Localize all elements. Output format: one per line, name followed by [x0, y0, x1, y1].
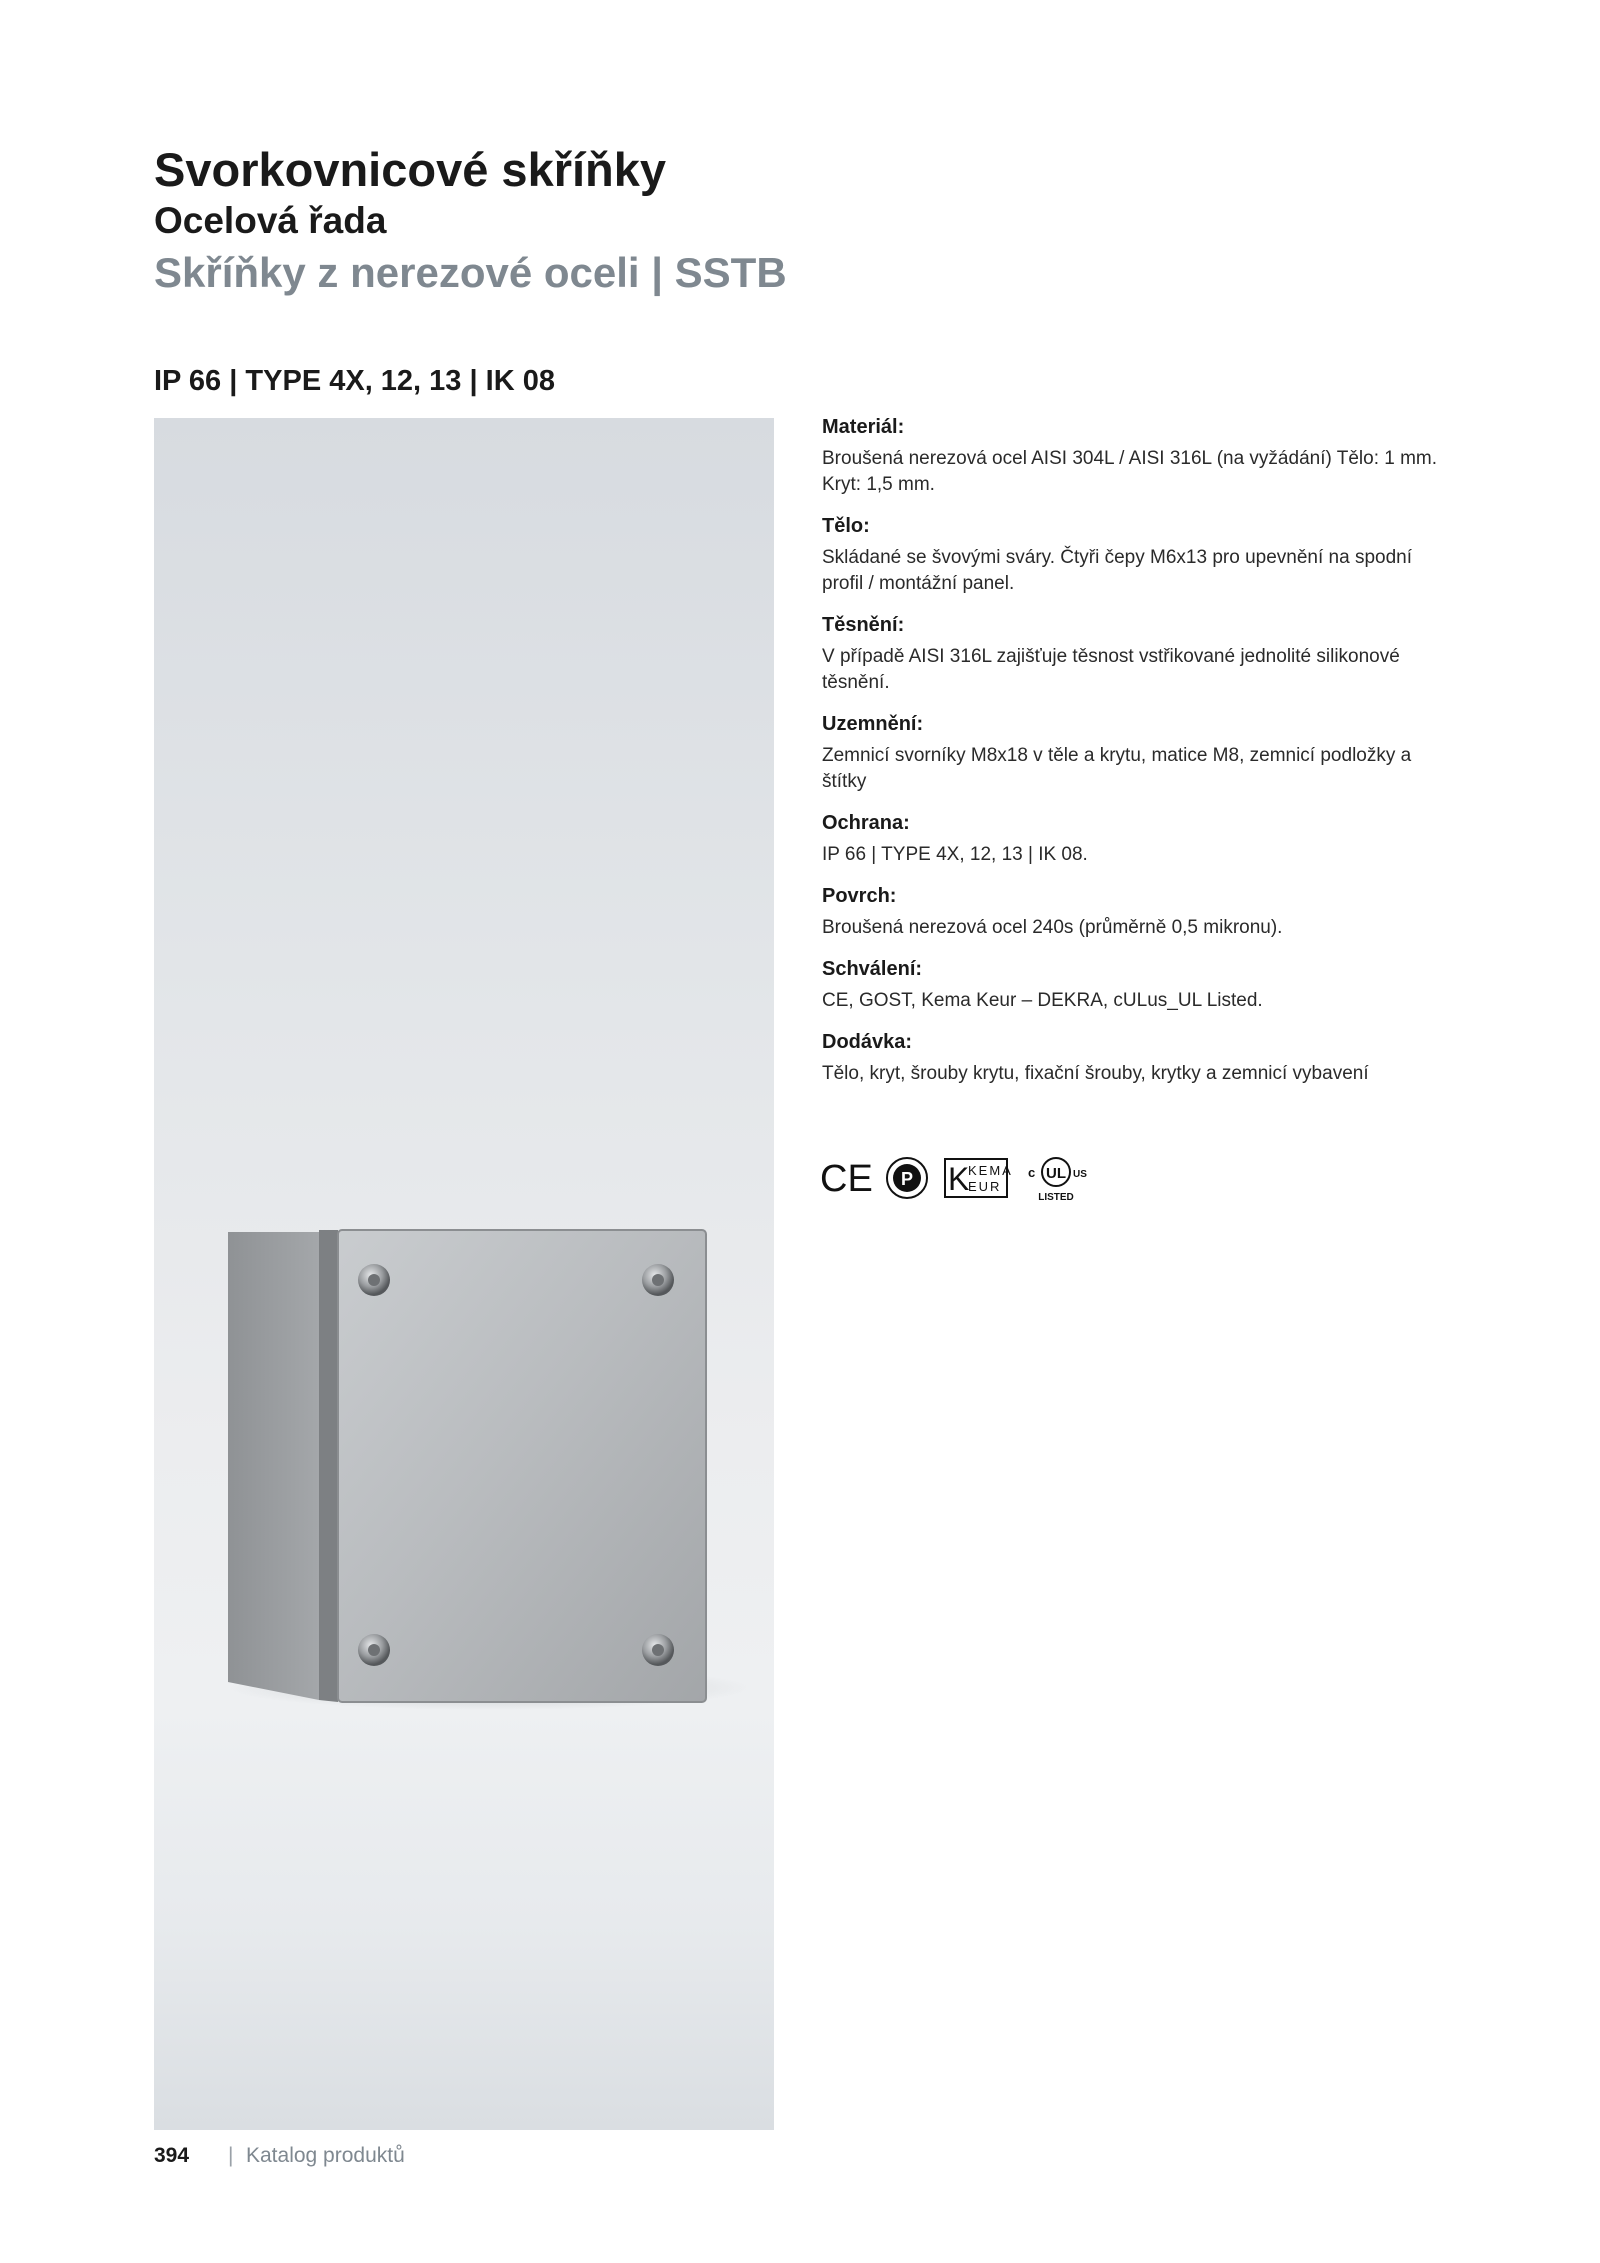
spec-surface	[822, 883, 1442, 941]
spec-label: Uzemnění:	[822, 713, 924, 735]
page-footer	[154, 2144, 405, 2168]
spec-text: IP 66 | TYPE 4X, 12, 13 | IK 08.	[822, 844, 1088, 865]
spec-text: Skládané se švovými sváry. Čtyři čepy M6x13 pro upevnění na spodní profil / montážní panel.	[822, 547, 1412, 594]
footer-separator: |	[228, 2144, 234, 2167]
spec-label: Ochrana:	[822, 812, 910, 834]
spec-text: V případě AISI 316L zajišťuje těsnost vstřikované jednolité silikonové těsnění.	[822, 646, 1400, 693]
footer-catalog-label: Katalog produktů	[246, 2144, 405, 2167]
gost-mark-icon	[884, 1154, 930, 1202]
spec-body	[822, 513, 1442, 597]
svg-text:UL: UL	[1046, 1165, 1066, 1182]
spec-text: CE, GOST, Kema Keur – DEKRA, cULus_UL Listed.	[822, 990, 1263, 1011]
series-title: Skříňky z nerezové oceli | SSTB	[154, 249, 787, 296]
certification-logos	[820, 1150, 1120, 1210]
spec-label: Těsnění:	[822, 614, 905, 636]
svg-text:c: c	[1028, 1165, 1036, 1180]
page-subtitle: Ocelová řada	[154, 200, 387, 241]
protection-rating: IP 66 | TYPE 4X, 12, 13 | IK 08	[154, 365, 555, 397]
ul-listed-icon	[1026, 1150, 1096, 1206]
page-header	[154, 142, 787, 302]
spec-label: Schválení:	[822, 958, 923, 980]
spec-delivery	[822, 1029, 1442, 1087]
screw-icon	[358, 1264, 390, 1296]
kema-keur-icon	[944, 1158, 1013, 1198]
spec-grounding	[822, 711, 1442, 795]
spec-text: Broušená nerezová ocel AISI 304L / AISI 316L (na vyžádání) Tělo: 1 mm. Kryt: 1,5 mm.	[822, 448, 1438, 495]
svg-text:US: US	[1073, 1169, 1087, 1180]
svg-text:CE: CE	[820, 1158, 873, 1200]
screw-icon	[642, 1264, 674, 1296]
page-number: 394	[154, 2144, 190, 2167]
screw-icon	[358, 1634, 390, 1666]
spec-approvals	[822, 956, 1442, 1014]
svg-text:Р: Р	[900, 1169, 914, 1189]
spec-material	[822, 414, 1442, 498]
enclosure-illustration	[154, 418, 774, 2130]
spec-sealing	[822, 612, 1442, 696]
page-title: Svorkovnicové skříňky	[154, 143, 667, 196]
spec-protection	[822, 810, 1442, 868]
ce-mark-icon	[820, 1158, 872, 1198]
specifications-list	[822, 414, 1442, 1102]
spec-label: Tělo:	[822, 515, 870, 537]
spec-text: Zemnicí svorníky M8x18 v těle a krytu, matice M8, zemnicí podložky a štítky	[822, 745, 1412, 792]
spec-label: Povrch:	[822, 885, 897, 907]
screw-icon	[642, 1634, 674, 1666]
spec-text: Broušená nerezová ocel 240s (průměrně 0,5 mikronu).	[822, 917, 1283, 938]
spec-text: Tělo, kryt, šrouby krytu, fixační šrouby, krytky a zemnicí vybavení	[822, 1063, 1369, 1084]
svg-text:KEMA: KEMA	[968, 1163, 1013, 1178]
product-photo	[154, 418, 774, 2130]
svg-text:LISTED: LISTED	[1038, 1192, 1074, 1203]
svg-text:EUR: EUR	[968, 1179, 1002, 1194]
svg-text:K: K	[948, 1161, 970, 1197]
spec-label: Materiál:	[822, 416, 905, 438]
spec-label: Dodávka:	[822, 1031, 913, 1053]
